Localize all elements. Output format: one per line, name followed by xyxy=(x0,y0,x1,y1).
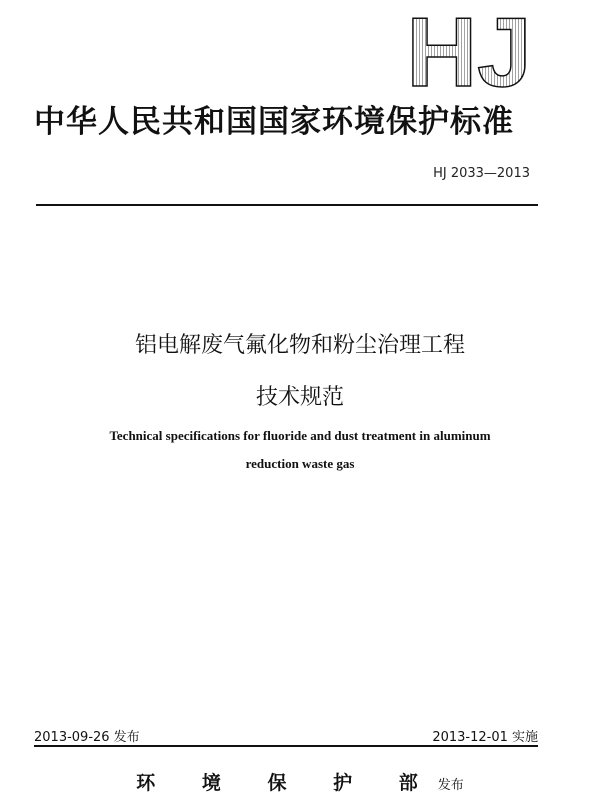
title-chinese-line1: 铝电解废气氟化物和粉尘治理工程 xyxy=(134,333,465,358)
publisher xyxy=(0,768,600,795)
publisher-name: 环 境 保 护 部 xyxy=(136,772,438,794)
effective-date: 2013-12-01 实施 xyxy=(432,730,538,745)
issue-date: 2013-09-26 发布 xyxy=(34,730,140,745)
issuing-authority: 中华人民共和国国家环境保护标准 xyxy=(34,104,514,140)
footer-divider xyxy=(34,745,538,747)
hj-logo-text: HJ xyxy=(406,14,532,90)
title-english-line1: Technical specifications for fluoride and dust treatment in aluminum xyxy=(109,428,491,443)
standard-number: HJ 2033—2013 xyxy=(433,166,530,181)
hj-logo xyxy=(404,14,534,90)
title-english-line2: reduction waste gas xyxy=(245,456,355,471)
publisher-verb: 发布 xyxy=(437,778,464,793)
header-divider xyxy=(36,204,538,206)
title-chinese-line2: 技术规范 xyxy=(255,385,344,410)
